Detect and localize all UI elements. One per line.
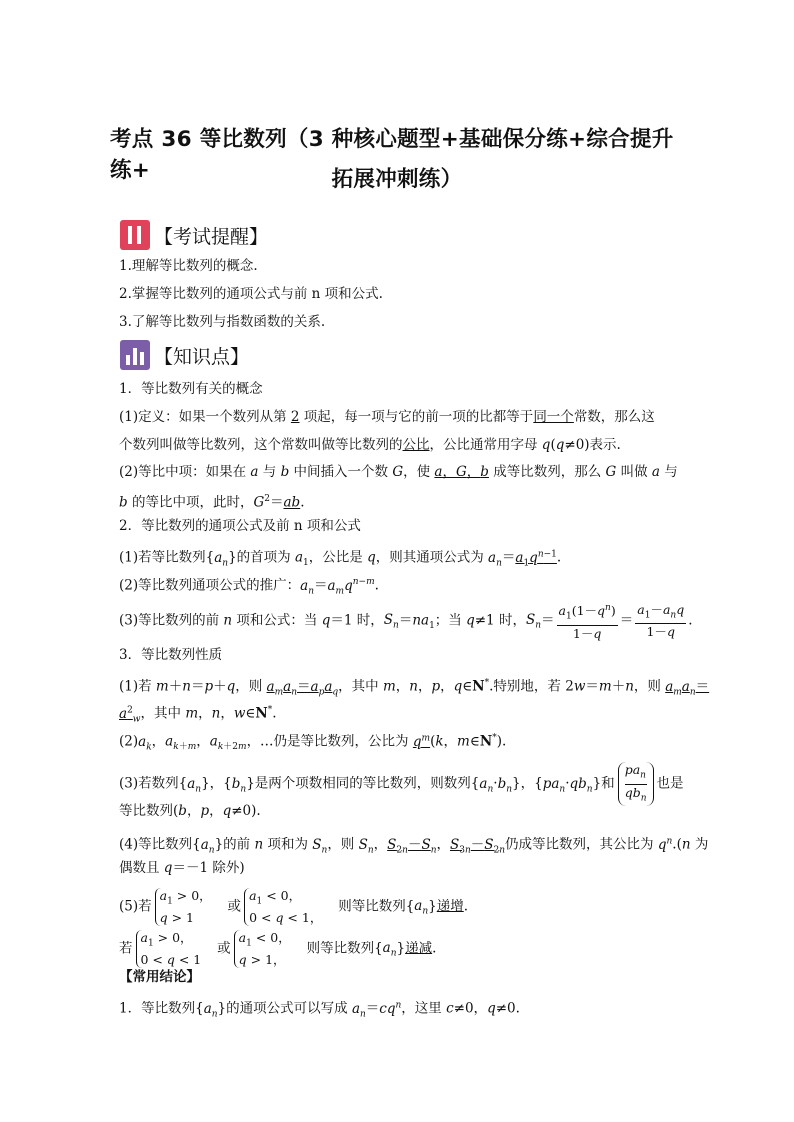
geometric-mean-line-1: (2)等比中项：如果在 a 与 b 中间插入一个数 G，使 a，G，b 成等比数列，那么 G 叫做 a 与 [119,464,678,480]
section-heading: 【知识点】 [154,345,250,368]
property-4-line-2: 偶数且 q＝－1 除外) [119,860,245,876]
paragraph-heading: 3．等比数列性质 [119,647,223,663]
list-item: 1.理解等比数列的概念. [119,258,258,274]
section-knowledge [120,338,249,372]
bar-chart-icon [120,340,150,370]
section-exam-reminder [120,218,268,252]
definition-line-1: (1)定义：如果一个数列从第 2 项起，每一项与它的前一项的比都等于同一个常数，那么这 [119,409,655,425]
page-title-line-1: 考点 36 等比数列（3 种核心题型+基础保分练+综合提升练+ [110,127,674,183]
property-1-line-2: $a^2_w$，其中 m，n，w∈N*. [119,705,277,725]
property-5-increasing: (5)若 $a_1 > 0$， q > 1 或 $a_1 < 0$， 0 < q < 1， 则等比数列$\{a_n\}$递增. [119,888,469,925]
sum-formula-line: (3)等比数列的前 n 项和公式：当 q＝1 时，$S_n=na_1$；当 q≠1 时，$S_n=$ $\frac{a_1(1-q^n)}{1-q}$ ＝ $\frac{a_1-a_nq}{1-q}$ . [119,601,693,641]
list-item: 2.掌握等比数列的通项公式与前 n 项和公式. [119,286,383,302]
general-term-line: (1)若等比数列$\{a_n\}$的首项为 $a_1$，公比是 q，则其通项公式为 $a_n=a_1q^{n-1}$. [119,549,562,569]
section-heading: 【考试提醒】 [154,225,269,248]
property-3-line-2: 等比数列(b，p，q≠0). [119,803,261,819]
common-conclusion-1: 1．等比数列$\{a_n\}$的通项公式可以写成 $a_n=cq^n$，这里 c≠0，q≠0. [119,1000,520,1020]
list-item: 3.了解等比数列与指数函数的关系. [119,314,326,330]
exam-reminder-icon [120,220,150,250]
property-5-decreasing: 若 $a_1 > 0$， 0 < q < 1 或 $a_1 < 0$， q > 1， 则等比数列$\{a_n\}$递减. [119,930,437,967]
property-3-line-1: (3)若数列$\{a_n\}$，$\{b_n\}$是两个项数相同的等比数列，则数列$\{a_n\cdot b_n\}$，$\{pa_n\cdot qb_n\}$和 $pa_n$ $qb_n$ 也是 [119,762,684,806]
generalization-line: (2)等比数列通项公式的推广：$a_n=a_mq^{n-m}$. [119,577,379,597]
paragraph-heading: 2．等比数列的通项公式及前 n 项和公式 [119,518,361,534]
geometric-mean-line-2: b 的等比中项，此时，$G^2=ab$. [119,494,305,511]
definition-line-2: 个数列叫做等比数列，这个常数叫做等比数列的公比，公比通常用字母 q(q≠0)表示. [119,437,621,453]
property-2-line: $(2)a_k$，$a_{k+m}$，$a_{k+2m}$，…仍是等比数列，公比为 $q^m(k$，m∈N*). [119,733,507,753]
property-1-line-1: (1)若 m＋n＝p＋q，则 $a_ma_n=a_pa_q$，其中 m，n，p，q∈N*.特别地，若 2w＝m＋n，则 $a_ma_n=$ [119,678,710,698]
page-title-line-2: 拓展冲刺练） [331,167,463,192]
paragraph-heading: 1．等比数列有关的概念 [119,381,263,397]
common-conclusions-heading: 【常用结论】 [119,969,200,985]
property-4-line-1: (4)等比数列$\{a_n\}$的前 n 项和为 $S_n$，则 $S_n$，$S_{2n}-S_n$，$S_{3n}-S_{2n}$仍成等比数列，其公比为 $q^n.(n$ 为 [119,836,709,856]
